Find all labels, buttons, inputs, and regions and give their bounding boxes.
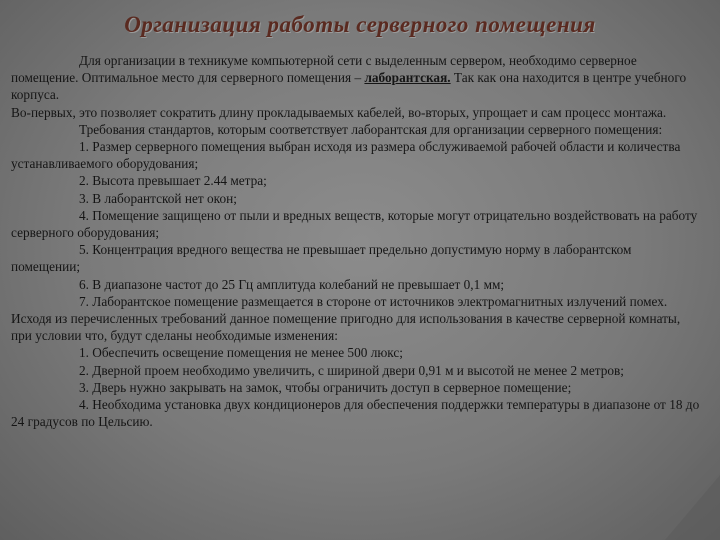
list-item-change-1: 1. Обеспечить освещение помещения не менее 500 люкс; <box>79 345 404 361</box>
paragraph-changes-intro: Исходя из перечисленных требований данное помещение пригодно для использования в качестве серверной комнаты, при условии что, будут сделаны необходимые изменения: <box>11 311 681 344</box>
list-item-standard-2: 2. Высота превышает 2.44 метра; <box>79 173 267 189</box>
intro-text: Для организации в техникуме компьютерной сети с выделенным сервером, необходимо серверное помещение. Оптимальное место для серверного помещения – <box>11 53 637 86</box>
list-item-change-4: 4. Необходима установка двух кондиционеров для обеспечения поддержки температуры в диапазоне от 18 до 24 градусов по Цельсию. <box>11 397 700 430</box>
paragraph-reasons: Во-первых, это позволяет сократить длину прокладываемых кабелей, во-вторых, упрощает и сам процесс монтажа. <box>11 104 667 120</box>
list-item-standard-7: 7. Лаборантское помещение размещается в стороне от источников электромагнитных излучений помех. <box>79 293 668 309</box>
list-item-change-2: 2. Дверной проем необходимо увеличить, с шириной двери 0,91 м и высотой не менее 2 метров; <box>79 362 624 378</box>
slide-title: Организация работы серверного помещения <box>124 12 596 37</box>
list-item-standard-3: 3. В лаборантской нет окон; <box>79 190 237 206</box>
emphasis-lab-room: лаборантская. <box>364 70 451 86</box>
list-item-standard-4: 4. Помещение защищено от пыли и вредных веществ, которые могут отрицательно воздействовать на работу серверного оборудования; <box>11 207 698 241</box>
list-item-standard-5: 5. Концентрация вредного вещества не превышает предельно допустимую норму в лаборантском помещении; <box>11 242 632 275</box>
list-item-standard-1: 1. Размер серверного помещения выбран исходя из размера обслуживаемой рабочей области и количества устанавливаемого оборудования; <box>11 139 681 172</box>
intro-text-end: Так как она находится в центре учебного корпуса. <box>11 70 687 103</box>
paragraph-intro <box>11 52 701 104</box>
corner-decoration-icon <box>570 420 720 540</box>
list-item-change-3: 3. Дверь нужно закрывать на замок, чтобы ограничить доступ в серверное помещение; <box>79 379 572 395</box>
list-item-standard-6: 6. В диапазоне частот до 25 Гц амплитуда колебаний не превышает 0,1 мм; <box>79 276 505 292</box>
slide-body <box>11 52 701 430</box>
paragraph-standards-intro: Требования стандартов, которым соответствует лаборантская для организации серверного помещения: <box>79 121 663 137</box>
